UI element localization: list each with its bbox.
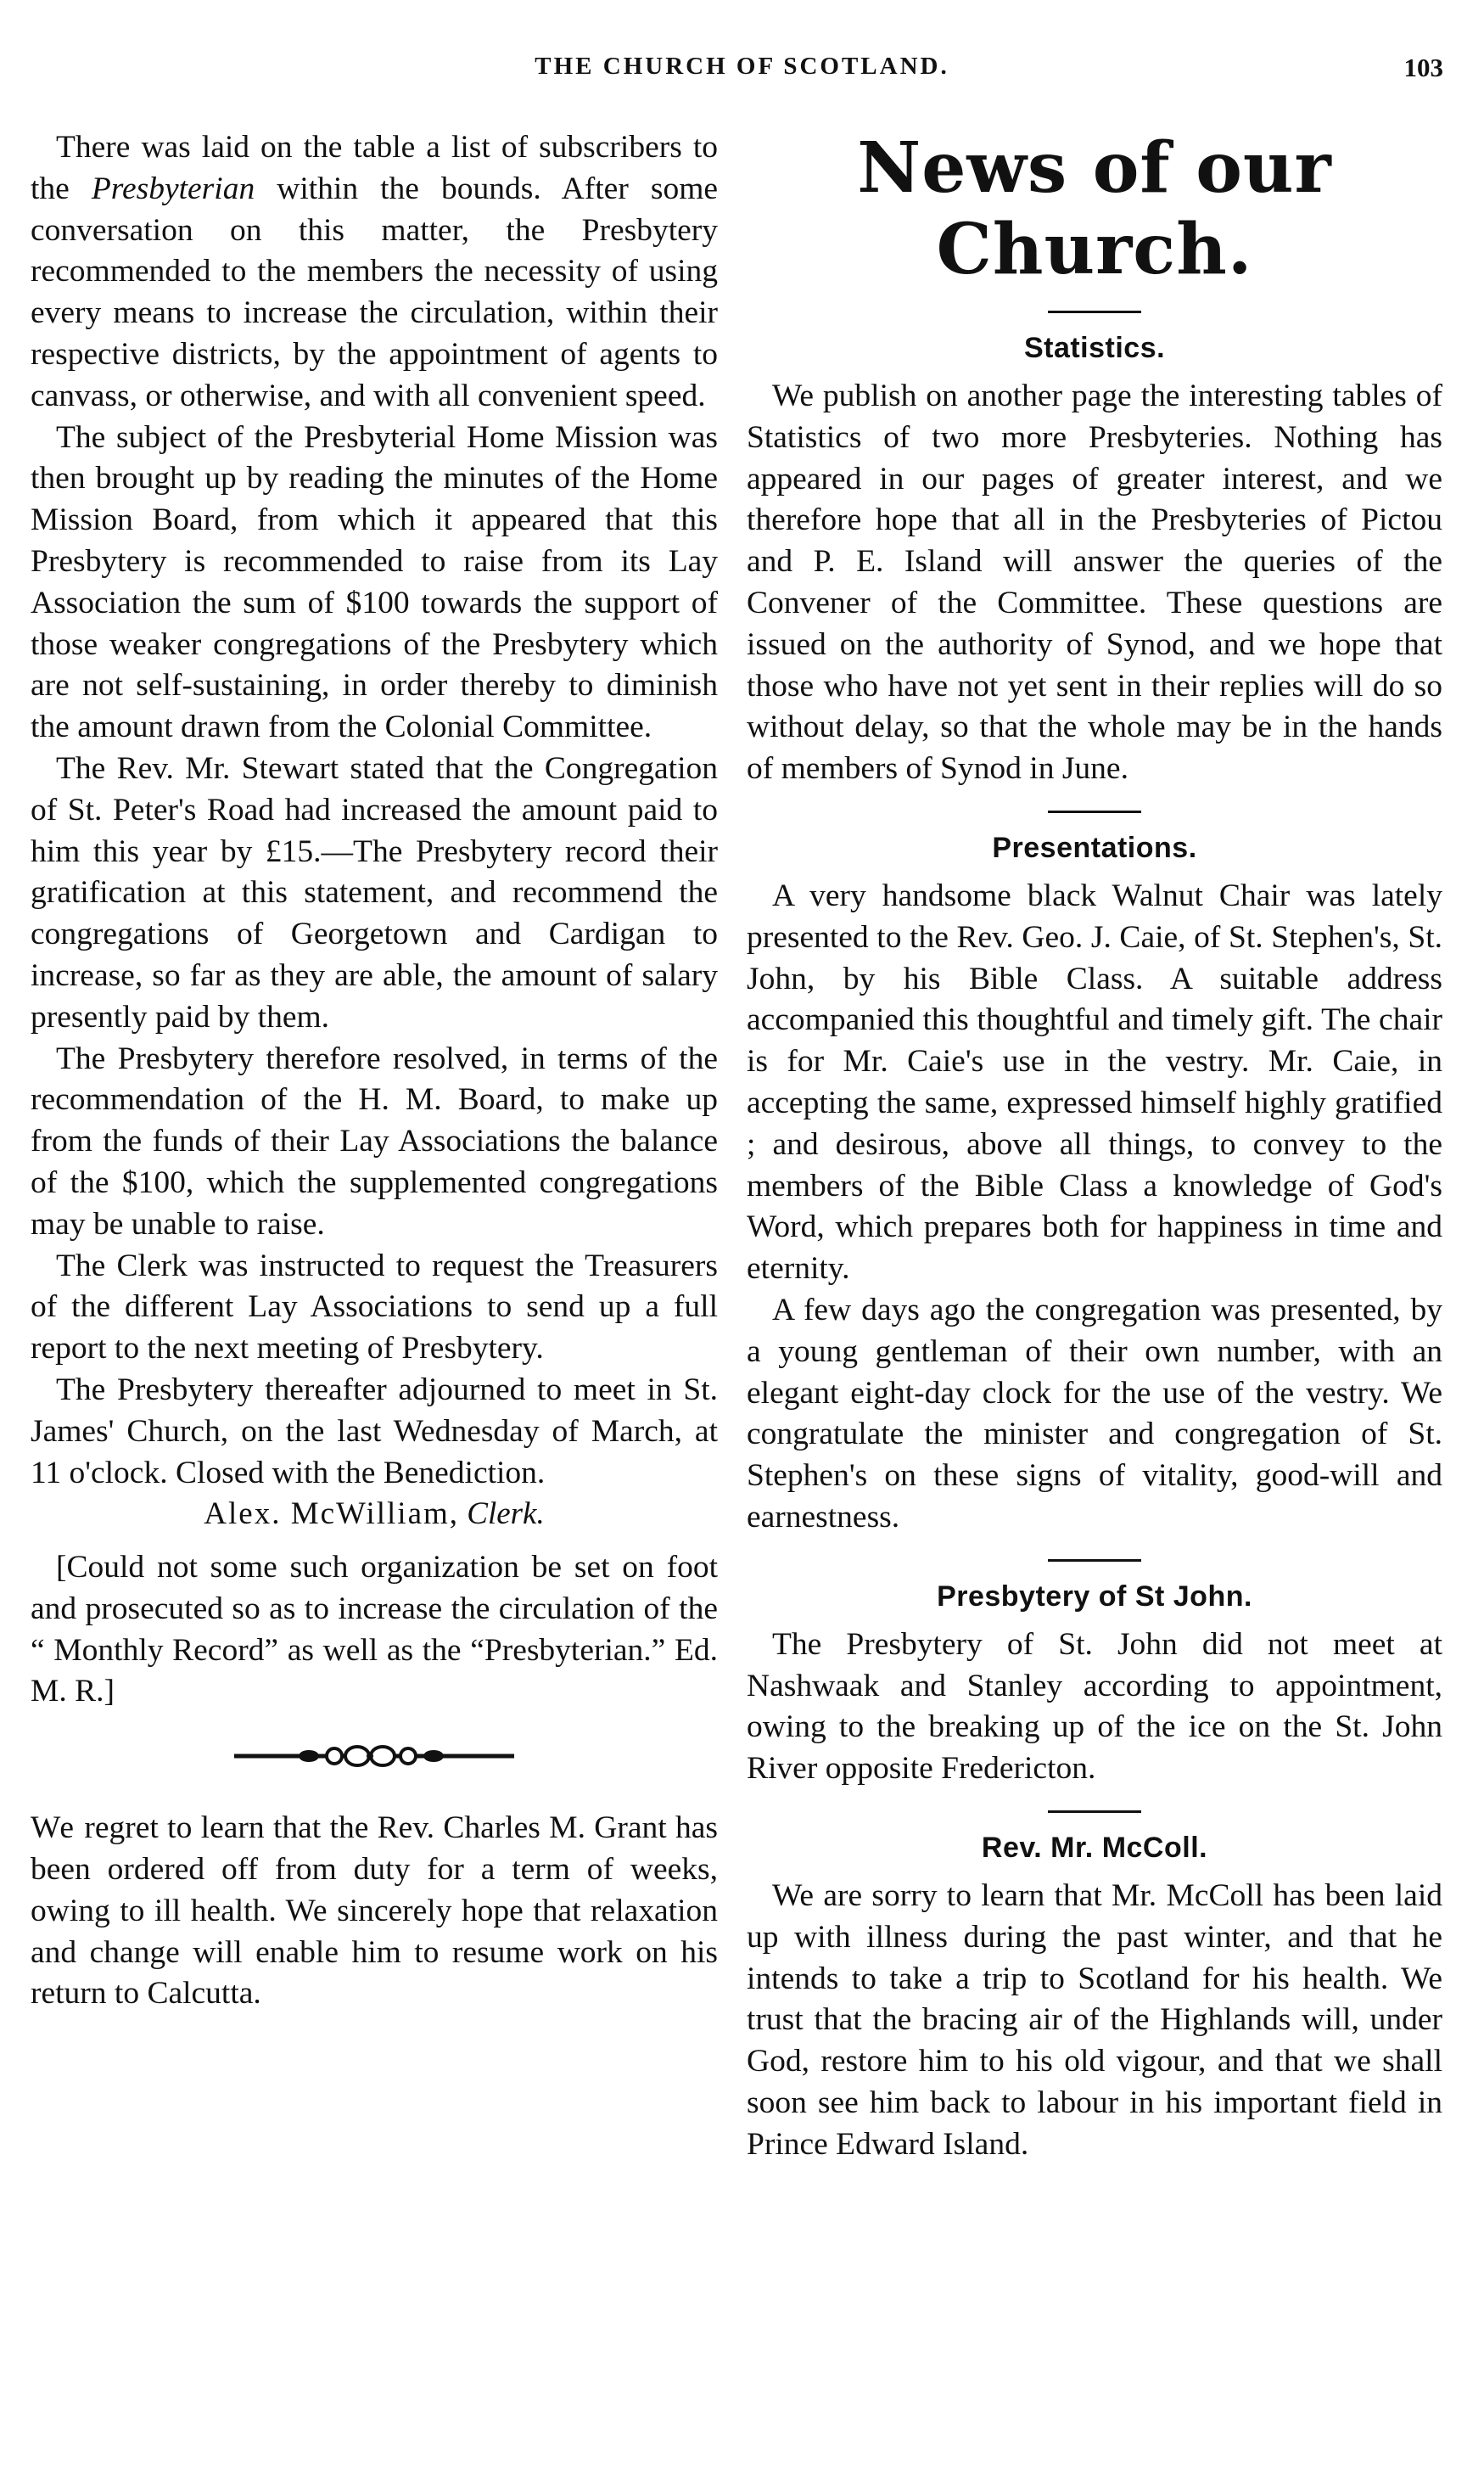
heading-mccoll: Rev. Mr. McColl. — [981, 1831, 1208, 1864]
heading-statistics: Statistics. — [1023, 332, 1166, 364]
paragraph-home-mission: The subject of the Presbyterial Home Mission was then brought up by reading the minutes of the Home Mission Board, from which it appeared that this Presbytery is recommended to raise from its Lay Association the sum of $100 towards the support of those weaker congregations of the Presbytery which are not self-sustaining, in order thereby to diminish the amount drawn from the Colonial Committee. — [31, 419, 718, 745]
paragraph-presbyterian-subscribers — [31, 127, 718, 418]
left-column — [31, 127, 718, 2015]
section-rule — [1048, 311, 1141, 313]
paragraph-clerk-instruction: The Clerk was instructed to request the Treasurers of the different Lay Associations to send up a full report to the next meeting of Presbytery. — [31, 1248, 718, 1366]
paragraph-text: There was laid on the table a list of subscribers to the — [31, 130, 718, 206]
paragraph-st-peters-road: The Rev. Mr. Stewart stated that the Congregation of St. Peter's Road had increased the amount paid to him this year by £15.—The Presbytery record their gratification at this statement, and recommend the congregations of Georgetown and Cardigan to increase, so far as they are able, the amount of salary presently paid by them. — [31, 750, 718, 1035]
heading-presentations: Presentations. — [992, 831, 1197, 864]
running-head — [0, 53, 1484, 87]
lead-word: We — [31, 1810, 76, 1846]
section-rule — [1048, 811, 1141, 813]
ornament-divider-icon — [234, 1743, 514, 1769]
running-head-title: THE CHURCH OF SCOTLAND. — [535, 53, 949, 80]
page-number: 103 — [1403, 53, 1443, 82]
paragraph-resolution: The Presbytery therefore resolved, in terms of the recommendation of the H. M. Board, to make up from the funds of their Lay Associations the balance of the $100, which the supplemented congregations may be unable to raise. — [31, 1041, 718, 1242]
heading-presbytery-st-john: Presbytery of St John. — [937, 1580, 1252, 1613]
paragraph-text: within the bounds. After some conversation on this matter, the Presbytery recommended to the members the necessity of using every means to increase the circulation, within their respective districts, by the appointment of agents to canvass, or otherwise, and with all convenient speed. — [31, 171, 719, 413]
editor-note: [Could not some such organization be set on foot and prosecuted so as to increase the circulation of the “ Monthly Record” as well as the “Presbyterian.” Ed. M. R.] — [31, 1550, 718, 1709]
paragraph-text: regret to learn that the Rev. Charles M. Grant has been ordered off from duty for a term of weeks, owing to ill health. We sincerely hope that relaxation and change will enable him to resume work on his return to Calcutta. — [31, 1810, 719, 2012]
paragraph-clock: A few days ago the congregation was presented, by a young gentleman of their own number, with an elegant eight-day clock for the use of the vestry. We congratulate the minister and congregation of St. Stephen's on these signs of vitality, good-will and earnestness. — [747, 1292, 1442, 1535]
publication-title: Presbyterian — [91, 171, 255, 206]
signature-role: Clerk. — [467, 1496, 545, 1532]
section-rule — [1048, 1810, 1141, 1813]
paragraph-st-john: The Presbytery of St. John did not meet at Nashwaak and Stanley according to appointment, owing to the breaking up of the ice on the St. John River opposite Fredericton. — [747, 1626, 1442, 1787]
paragraph-mccoll: We are sorry to learn that Mr. McColl has been laid up with illness during the past winter, and that he intends to take a trip to Scotland for his health. We trust that the bracing air of the Highlands will, under God, restore him to his old vigour, and that we shall soon see him back to labour in his important field in Prince Edward Island. — [747, 1877, 1442, 2162]
right-column — [747, 127, 1442, 2165]
paragraph-statistics: We publish on another page the interesting tables of Statistics of two more Presbyteries. Nothing has appeared in our pages of greater interest, and we therefore hope that all in the Presbyteries of Pictou and P. E. Island will answer the queries of the Convener of the Committee. These questions are issued on the authority of Synod, and we hope that those who have not yet sent in their replies will do so without delay, so that the whole may be in the hands of members of Synod in June. — [747, 379, 1442, 787]
signature-name: Alex. McWilliam, — [204, 1496, 460, 1532]
paragraph-charles-grant — [31, 1808, 718, 2015]
signature — [31, 1494, 718, 1535]
section-rule — [1048, 1559, 1141, 1562]
paragraph-walnut-chair: A very handsome black Walnut Chair was lately presented to the Rev. Geo. J. Caie, of St. Stephen's, St. John, by his Bible Class. A suitable address accompanied this thoughtful and timely gift. The chair is for Mr. Caie's use in the vestry. Mr. Caie, in accepting the same, expressed himself highly gratified ; and desirous, above all things, to convey to the members of the Bible Class a knowledge of God's Word, which prepares both for happiness in time and eternity. — [747, 878, 1442, 1287]
news-masthead: News of our Church. — [857, 127, 1332, 290]
paragraph-adjournment: The Presbytery thereafter adjourned to meet in St. James' Church, on the last Wednesday of March, at 11 o'clock. Closed with the Benediction. — [31, 1372, 718, 1490]
